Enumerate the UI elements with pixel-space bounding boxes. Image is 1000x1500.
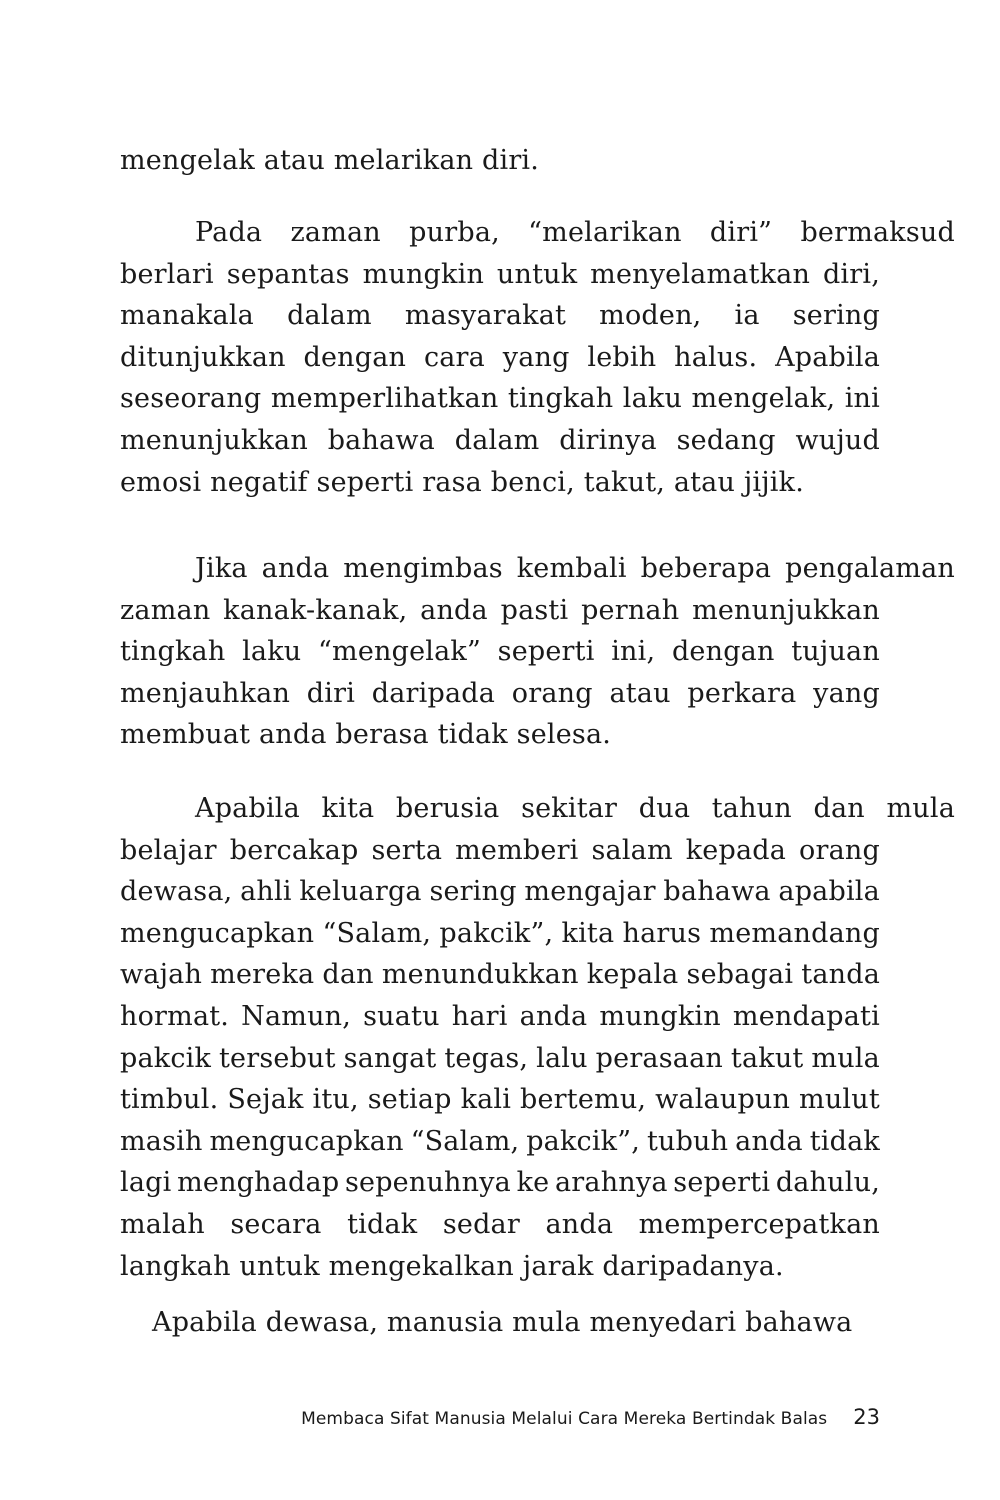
word: Sejak: [227, 1084, 304, 1116]
word: ini: [844, 383, 880, 415]
text-line: [120, 548, 955, 590]
word: seseorang: [120, 383, 262, 415]
word: ditunjukkan: [120, 341, 286, 373]
word: anda: [261, 553, 330, 584]
word: diri: [306, 677, 356, 709]
word: seperti: [673, 1167, 771, 1199]
word: sebagai: [686, 959, 794, 991]
text-line: [120, 913, 880, 955]
word: menghadap: [177, 1167, 340, 1199]
text-line: [120, 590, 880, 632]
paragraph-1: [120, 140, 880, 182]
word: arahnya: [555, 1167, 668, 1199]
word: “Salam,: [410, 1125, 520, 1157]
word: serta: [371, 834, 443, 866]
word: bermaksud: [800, 217, 955, 248]
word: mengajar: [524, 876, 656, 908]
word: menunjukkan: [120, 424, 308, 456]
word: masyarakat: [404, 300, 567, 332]
word: lagi: [120, 1167, 172, 1199]
word: walaupun: [655, 1084, 791, 1116]
word: sekitar: [521, 793, 618, 824]
text-line: [120, 378, 880, 420]
word: tingkah: [120, 636, 226, 668]
word: Apabila: [195, 793, 300, 824]
word: daripada: [371, 677, 496, 709]
word: Pada: [195, 217, 263, 248]
text-line: membuat anda berasa tidak selesa.: [120, 719, 612, 751]
word: halus.: [674, 341, 758, 373]
word: tahun: [711, 793, 792, 824]
word: tegas,: [444, 1042, 529, 1074]
paragraph-3: [120, 548, 955, 756]
word: dewasa,: [120, 876, 233, 908]
word: tanda: [801, 959, 880, 991]
word: mengucapkan: [120, 917, 315, 949]
word: sedang: [676, 424, 776, 456]
text-line: [120, 996, 880, 1038]
word: “melarikan: [528, 217, 682, 248]
word: purba,: [409, 217, 500, 248]
text-line: [120, 212, 955, 254]
word: anda: [519, 1000, 588, 1032]
word: mungkin: [599, 1000, 721, 1032]
word: kembali: [516, 553, 627, 584]
word: tubuh: [646, 1125, 729, 1157]
word: takut: [730, 1042, 804, 1074]
text-line: [120, 1079, 880, 1121]
word: mendapati: [732, 1000, 880, 1032]
word: wujud: [795, 424, 880, 456]
word: tidak: [347, 1208, 418, 1240]
word: dan: [322, 959, 374, 991]
word: bahawa: [663, 876, 771, 908]
word: apabila: [778, 876, 880, 908]
word: mengimbas: [343, 553, 503, 584]
word: ahli: [240, 876, 292, 908]
paragraph-2: [120, 212, 955, 503]
word: kepala: [586, 959, 679, 991]
word: menundukkan: [381, 959, 579, 991]
word: mengucapkan: [209, 1125, 404, 1157]
word: orang: [511, 677, 593, 709]
text-line: [120, 1204, 880, 1246]
word: laku: [242, 636, 302, 668]
word: lalu: [536, 1042, 588, 1074]
word: memperlihatkan: [270, 383, 499, 415]
word: berusia: [395, 793, 500, 824]
text-line: [120, 954, 880, 996]
text-line: mengelak atau melarikan diri.: [120, 145, 540, 176]
text-line: [120, 631, 880, 673]
word: belajar: [120, 834, 217, 866]
page-number: 23: [853, 1405, 880, 1429]
word: mereka: [210, 959, 315, 991]
word: dalam: [287, 300, 372, 332]
word: mula: [886, 793, 955, 824]
word: dan: [813, 793, 865, 824]
word: diri,: [822, 258, 880, 290]
word: tersebut: [219, 1042, 336, 1074]
word: anda: [545, 1208, 614, 1240]
text-line: [120, 254, 880, 296]
word: cara: [423, 341, 485, 373]
word: menyelamatkan: [590, 258, 811, 290]
text-line: [120, 295, 880, 337]
word: wajah: [120, 959, 203, 991]
text-line: [120, 1121, 880, 1163]
word: sepenuhnya: [344, 1167, 511, 1199]
word: secara: [230, 1208, 322, 1240]
text-line: langkah untuk mengekalkan jarak daripadanya.: [120, 1250, 784, 1282]
word: perkara: [687, 677, 797, 709]
word: suatu: [363, 1000, 440, 1032]
word: mengelak,: [691, 383, 836, 415]
word: pakcik”,: [439, 917, 554, 949]
text-line: [120, 337, 880, 379]
text-line: [120, 871, 880, 913]
word: ke: [516, 1167, 550, 1199]
word: beberapa: [640, 553, 772, 584]
word: memandang: [709, 917, 880, 949]
word: masih: [120, 1125, 203, 1157]
word: mempercepatkan: [638, 1208, 880, 1240]
word: kepada: [685, 834, 787, 866]
word: hormat.: [120, 1000, 230, 1032]
paragraph-4: [120, 788, 955, 1287]
word: sering: [429, 876, 517, 908]
word: tingkah: [507, 383, 614, 415]
word: sepantas: [226, 258, 350, 290]
word: malah: [120, 1208, 205, 1240]
word: tidak: [809, 1125, 880, 1157]
word: manakala: [120, 300, 254, 332]
word: pasti: [500, 594, 569, 626]
text-line: [120, 420, 880, 462]
word: yang: [813, 677, 880, 709]
word: atau: [609, 677, 671, 709]
word: untuk: [496, 258, 578, 290]
word: menunjukkan: [692, 594, 880, 626]
word: tujuan: [791, 636, 880, 668]
text-line: [120, 1038, 880, 1080]
word: kanak-kanak,: [223, 594, 408, 626]
word: berlari: [120, 258, 214, 290]
word: dengan: [303, 341, 407, 373]
word: diri”: [709, 217, 773, 248]
word: pernah: [581, 594, 680, 626]
word: sering: [792, 300, 880, 332]
word: “Salam,: [322, 917, 432, 949]
text-line: [120, 673, 880, 715]
word: yang: [502, 341, 570, 373]
word: orang: [799, 834, 880, 866]
word: laku: [622, 383, 683, 415]
running-title: Membaca Sifat Manusia Melalui Cara Mereka Bertindak Balas: [301, 1409, 828, 1429]
word: kita: [561, 917, 615, 949]
word: sangat: [343, 1042, 437, 1074]
word: “mengelak”: [318, 636, 481, 668]
text-line: [120, 830, 880, 872]
word: menjauhkan: [120, 677, 291, 709]
word: mulut: [799, 1084, 880, 1116]
word: setiap: [367, 1084, 452, 1116]
text-line: Apabila dewasa, manusia mula menyedari bahawa: [152, 1307, 853, 1338]
word: pengalaman: [785, 553, 955, 584]
text-line: emosi negatif seperti rasa benci, takut, atau jijik.: [120, 466, 804, 498]
word: Jika: [195, 553, 248, 584]
word: harus: [622, 917, 702, 949]
word: hari: [451, 1000, 508, 1032]
word: memberi: [455, 834, 579, 866]
text-line: [120, 788, 955, 830]
word: dengan: [671, 636, 775, 668]
word: kita: [321, 793, 375, 824]
page-footer: [301, 1405, 880, 1429]
word: mula: [811, 1042, 880, 1074]
word: bertemu,: [520, 1084, 647, 1116]
word: anda: [735, 1125, 803, 1157]
word: moden,: [599, 300, 702, 332]
word: dahulu,: [775, 1167, 880, 1199]
word: timbul.: [120, 1084, 219, 1116]
word: ini,: [611, 636, 656, 668]
word: perasaan: [595, 1042, 723, 1074]
word: keluarga: [299, 876, 422, 908]
word: pakcik: [120, 1042, 212, 1074]
text-line: [120, 1162, 880, 1204]
word: dirinya: [559, 424, 657, 456]
word: pakcik”,: [526, 1125, 641, 1157]
word: anda: [420, 594, 488, 626]
word: Namun,: [241, 1000, 352, 1032]
word: ia: [734, 300, 760, 332]
word: dua: [638, 793, 691, 824]
word: kali: [460, 1084, 512, 1116]
word: salam: [591, 834, 673, 866]
word: bahawa: [327, 424, 435, 456]
word: mungkin: [362, 258, 485, 290]
word: Apabila: [775, 341, 880, 373]
word: zaman: [120, 594, 211, 626]
word: sedar: [442, 1208, 520, 1240]
word: seperti: [497, 636, 595, 668]
word: lebih: [587, 341, 657, 373]
word: itu,: [312, 1084, 359, 1116]
word: dalam: [454, 424, 540, 456]
word: bercakap: [229, 834, 359, 866]
paragraph-5: [152, 1302, 852, 1344]
word: zaman: [290, 217, 381, 248]
